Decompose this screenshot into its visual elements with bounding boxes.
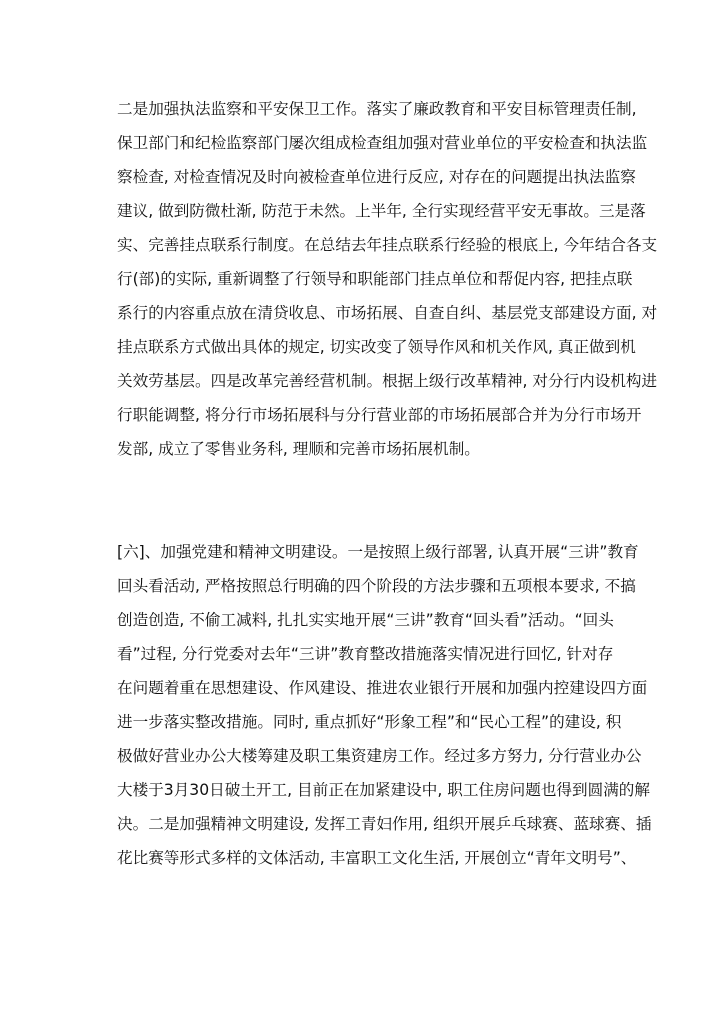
paragraph-line: 极做好营业办公大楼筹建及职工集资建房工作。经过多方努力, 分行营业办公	[117, 747, 642, 765]
paragraph-line: 进一步落实整改措施。同时, 重点抓好“形象工程”和“民心工程”的建设, 积	[117, 713, 622, 731]
paragraph-line: 实、完善挂点联系行制度。在总结去年挂点联系行经验的根底上, 今年结合各支	[117, 236, 658, 254]
paragraph-line: 察检查, 对检查情况及时向被检查单位进行反应, 对存在的问题提出执法监察	[117, 168, 636, 186]
paragraph-line: 行职能调整, 将分行市场拓展科与分行营业部的市场拓展部合并为分行市场开	[117, 406, 642, 424]
paragraph-line: 建议, 做到防微杜渐, 防范于未然。上半年, 全行实现经营平安无事故。三是落	[117, 202, 646, 220]
paragraph-security-and-management	[117, 92, 658, 466]
paragraph-line: [六]、加强党建和精神文明建设。一是按照上级行部署, 认真开展“三讲”教育	[117, 543, 639, 561]
paragraph-line: 系行的内容重点放在清贷收息、市场拓展、自查自纠、基层党支部建设方面, 对	[117, 304, 658, 322]
paragraph-line: 在问题着重在思想建设、作风建设、推进农业银行开展和加强内控建设四方面	[117, 679, 648, 697]
paragraph-line: 发部, 成立了零售业务科, 理顺和完善市场拓展机制。	[117, 440, 480, 458]
paragraph-line: 关效劳基层。四是改革完善经营机制。根据上级行改革精神, 对分行内设机构进	[117, 372, 658, 390]
paragraph-line: 二是加强执法监察和平安保卫工作。落实了廉政教育和平安目标管理责任制,	[117, 100, 637, 118]
paragraph-party-building	[117, 535, 652, 875]
paragraph-line: 行(部)的实际, 重新调整了行领导和职能部门挂点单位和帮促内容, 把挂点联	[117, 270, 633, 288]
paragraph-line: 花比赛等形式多样的文体活动, 丰富职工文化生活, 开展创立“青年文明号”、	[117, 849, 637, 867]
paragraph-line: 大楼于3月30日破土开工, 目前正在加紧建设中, 职工住房问题也得到圆满的解	[117, 781, 650, 799]
paragraph-line: 挂点联系方式做出具体的规定, 切实改变了领导作风和机关作风, 真正做到机	[117, 338, 636, 356]
paragraph-line: 决。二是加强精神文明建设, 发挥工青妇作用, 组织开展乒乓球赛、蓝球赛、插	[117, 815, 652, 833]
paragraph-line: 创造创造, 不偷工减料, 扎扎实实地开展“三讲”教育“回头看”活动。“回头	[117, 611, 614, 629]
paragraph-line: 看”过程, 分行党委对去年“三讲”教育整改措施落实情况进行回忆, 针对存	[117, 645, 614, 663]
paragraph-line: 回头看活动, 严格按照总行明确的四个阶段的方法步骤和五项根本要求, 不搞	[117, 577, 636, 595]
paragraph-line: 保卫部门和纪检监察部门屡次组成检查组加强对营业单位的平安检查和执法监	[117, 134, 648, 152]
